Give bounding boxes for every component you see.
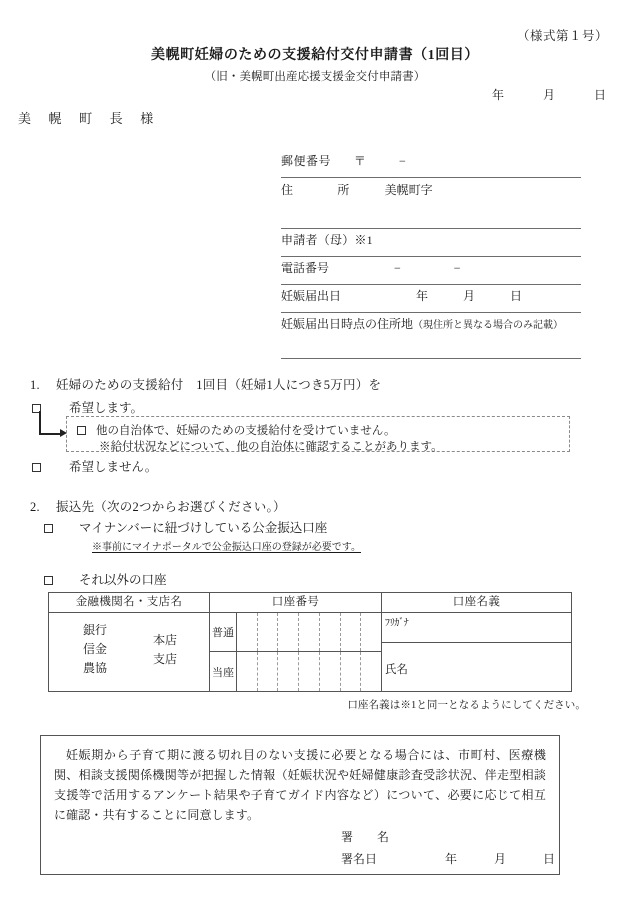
table-header-account-number: 口座番号: [209, 593, 381, 612]
consent-box: [40, 735, 560, 875]
sub-declaration-label: 他の自治体で、妊婦のための支援給付を受けていません。: [96, 425, 396, 437]
holder-name-label: 氏名: [385, 664, 408, 676]
section-2-title: [30, 497, 286, 515]
consent-text: 妊娠期から子育て期に渡る切れ目のない支援に必要となる場合には、市町村、医療機関、相談支援関係機関等が把握した情報（妊娠状況や妊婦健康診査受診状況、伴走型相談支援等で活用するアンケート結果や子育てガイド内容など）について、必要に応じて相互に確認・共有することに同意します。: [54, 748, 546, 822]
digit-cell[interactable]: [237, 613, 258, 651]
prior-address-label: 妊娠届出日時点の住所地: [281, 317, 414, 331]
digit-cell[interactable]: [278, 613, 299, 651]
account-digits-futsu[interactable]: [237, 613, 381, 651]
account-digits-toza[interactable]: [237, 652, 381, 691]
table-header-row: [49, 593, 571, 613]
digit-cell[interactable]: [299, 613, 320, 651]
pregnancy-month: 月: [463, 289, 476, 303]
option-other-label: それ以外の口座: [79, 573, 167, 587]
sub-declaration-box: [66, 416, 570, 452]
pregnancy-report-date-label: 妊娠届出日: [281, 289, 342, 303]
section-2-index: 2.: [30, 500, 40, 514]
account-type-futsu[interactable]: 普通: [210, 613, 237, 651]
postal-dash: −: [398, 154, 406, 168]
table-body: [49, 613, 571, 691]
checkbox-other-account-icon[interactable]: [44, 576, 53, 585]
option-accept-label: 希望します。: [69, 401, 144, 415]
option-accept[interactable]: [32, 398, 143, 416]
table-header-institution: 金融機関名・支店名: [75, 596, 183, 608]
connector-vertical: [39, 411, 41, 435]
bank-table-note: 口座名義は※1と同一となるようにしてください。: [347, 700, 586, 711]
option-mynumber-account[interactable]: [44, 518, 327, 536]
prior-address-row: [281, 313, 581, 359]
branch-type-list: [153, 631, 177, 669]
telephone-dash-1: −: [394, 261, 401, 275]
digit-cell[interactable]: [341, 613, 362, 651]
option-mynumber-label: マイナンバーに紐づけしている公金振込口座: [79, 521, 328, 535]
digit-cell[interactable]: [320, 613, 341, 651]
digit-cell[interactable]: [299, 652, 320, 691]
postal-mark-icon: 〒: [353, 154, 366, 168]
connector-horizontal: [39, 433, 61, 435]
signature-date-line[interactable]: [341, 850, 572, 867]
page-title: 美幌町妊婦のための支援給付交付申請書（1回目）: [151, 48, 479, 63]
digit-cell[interactable]: [258, 652, 279, 691]
signature-day: 日: [543, 852, 556, 866]
account-holder-cell: [381, 613, 571, 691]
account-row-toza: [210, 652, 381, 691]
header-date-month: 月: [542, 88, 555, 102]
institution-type-shinkin[interactable]: 信金: [83, 642, 108, 656]
institution-type-list: [83, 621, 107, 678]
signature-month: 月: [494, 852, 507, 866]
institution-type-bank[interactable]: 銀行: [83, 623, 108, 637]
digit-cell[interactable]: [258, 613, 279, 651]
option-other-account[interactable]: [44, 570, 167, 588]
signature-line[interactable]: [341, 828, 395, 845]
signature-label: 署 名: [341, 830, 396, 844]
digit-cell[interactable]: [320, 652, 341, 691]
option-decline[interactable]: [32, 457, 157, 475]
signature-year: 年: [445, 852, 458, 866]
sub-declaration-note: ※給付状況などについて、他の自治体に確認することがあります。: [99, 441, 443, 453]
pregnancy-report-date-row: [281, 285, 581, 313]
header-date-year: 年: [491, 88, 504, 102]
header-date-line: [492, 86, 606, 103]
postal-code-label: 郵便番号: [281, 154, 331, 168]
telephone-row: [281, 257, 581, 285]
addressee: 美 幌 町 長 様: [18, 111, 161, 126]
section-1-title: [30, 375, 381, 393]
table-header-account-holder: 口座名義: [381, 593, 571, 612]
prior-address-note: （現住所と異なる場合のみ記載）: [413, 320, 564, 331]
institution-cell[interactable]: [49, 613, 209, 691]
address-value: 美幌町字: [384, 183, 433, 197]
signature-date-label: 署名日: [341, 852, 378, 866]
holder-name-row[interactable]: [382, 643, 571, 691]
address-label: 住 所: [281, 183, 366, 197]
checkbox-decline-icon[interactable]: [32, 463, 41, 472]
branch-type-head[interactable]: 本店: [153, 633, 178, 647]
checkbox-no-other-municipality-icon[interactable]: [77, 426, 86, 435]
bank-account-table: [48, 592, 572, 692]
form-number: （様式第１号）: [516, 29, 608, 43]
postal-code-row: [281, 150, 581, 178]
section-1-text: 妊婦のための支援給付 1回目（妊婦1人につき5万円）を: [56, 378, 382, 392]
digit-cell[interactable]: [278, 652, 299, 691]
page-subtitle: （旧・美幌町出産応援支援金交付申請書）: [204, 71, 426, 83]
holder-kana-row[interactable]: [382, 613, 571, 643]
account-row-futsu: [210, 613, 381, 652]
pregnancy-year: 年: [416, 289, 429, 303]
section-1-index: 1.: [30, 378, 40, 392]
branch-type-branch[interactable]: 支店: [153, 652, 178, 666]
account-number-cell: [209, 613, 381, 691]
mynumber-note: ※事前にマイナポータルで公金振込口座の登録が必要です。: [92, 542, 361, 553]
checkbox-mynumber-icon[interactable]: [44, 524, 53, 533]
digit-cell[interactable]: [341, 652, 362, 691]
digit-cell[interactable]: [361, 613, 381, 651]
telephone-dash-2: −: [453, 261, 461, 275]
account-type-toza[interactable]: 当座: [210, 652, 237, 691]
telephone-label: 電話番号: [281, 261, 330, 275]
sub-declaration-option[interactable]: [77, 422, 395, 438]
option-decline-label: 希望しません。: [69, 460, 158, 474]
digit-cell[interactable]: [361, 652, 381, 691]
institution-type-nokyo[interactable]: 農協: [83, 661, 108, 675]
address-row: [281, 178, 581, 229]
pregnancy-day: 日: [510, 289, 523, 303]
applicant-info-block: [281, 150, 581, 359]
applicant-name-row: [281, 229, 581, 257]
applicant-name-label: 申請者（母）※1: [281, 233, 373, 247]
header-date-day: 日: [593, 88, 606, 102]
digit-cell[interactable]: [237, 652, 258, 691]
holder-kana-label: ﾌﾘｶﾞﾅ: [385, 618, 409, 629]
section-2-text: 振込先（次の2つからお選びください。）: [56, 500, 286, 514]
